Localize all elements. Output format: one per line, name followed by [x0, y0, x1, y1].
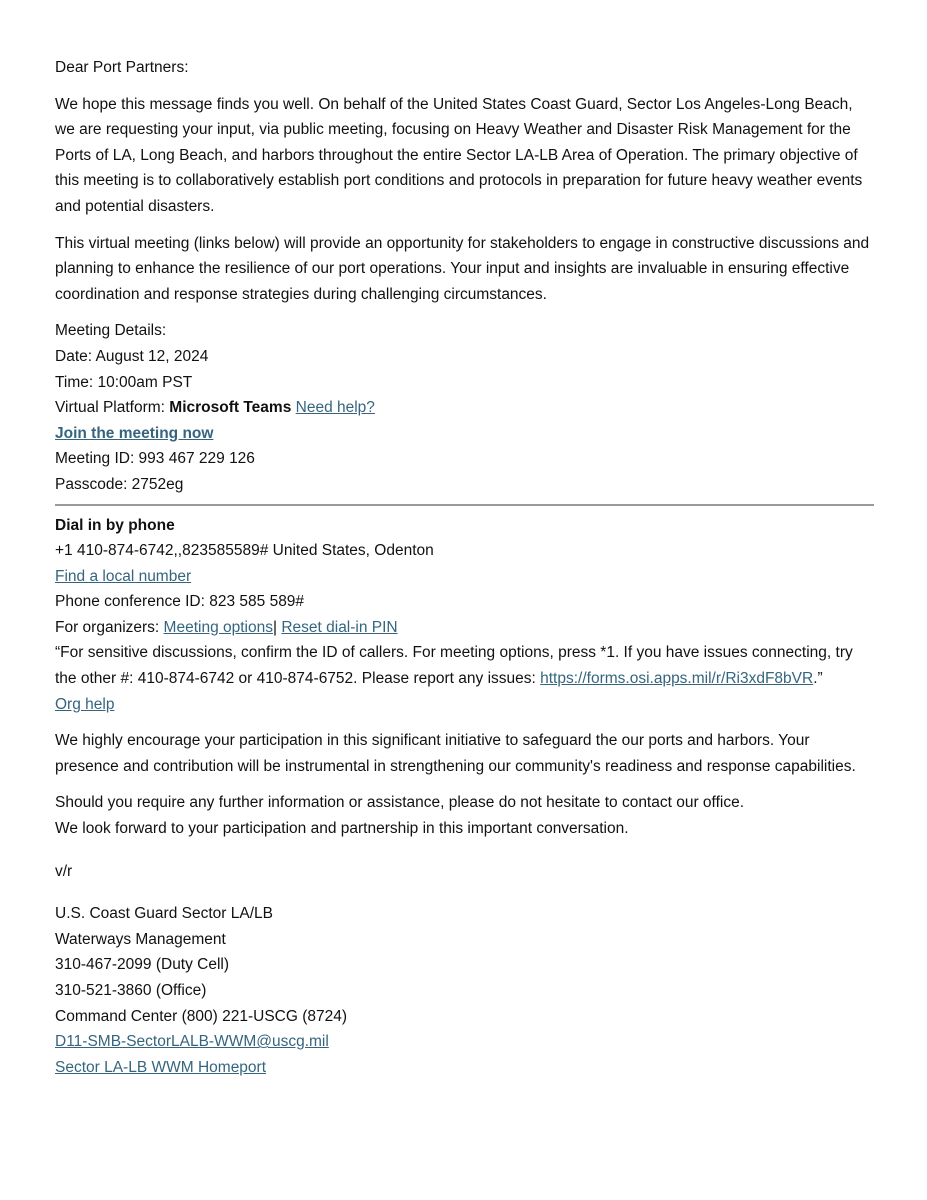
meeting-details [55, 318, 875, 497]
platform-name: Microsoft Teams [169, 399, 292, 417]
meeting-passcode: Passcode: 2752eg [55, 475, 184, 493]
signature-command-center: Command Center (800) 221-USCG (8724) [55, 1007, 348, 1025]
signature-org: U.S. Coast Guard Sector LA/LB [55, 905, 273, 923]
need-help-link[interactable]: Need help? [295, 399, 375, 417]
join-meeting-link[interactable]: Join the meeting now [55, 424, 214, 442]
email-link[interactable]: D11-SMB-SectorLALB-WWM@uscg.mil [55, 1033, 329, 1051]
link-separator: | [272, 618, 278, 636]
purpose-paragraph: This virtual meeting (links below) will provide an opportunity for stakeholders to engage in constructive discussions and planning to enhance the resilience of our port operations. Your input and insights are invaluable in ensuring effective coordination and response strategies during challenging circumstances. [55, 234, 870, 303]
closing-line-1: Should you require any further information or assistance, please do not hesitate to contact our office. [55, 794, 745, 812]
encourage-paragraph: We highly encourage your participation in this significant initiative to safeguard the our ports and harbors. Your presence and contribution will be instrumental in strengthening our community's readiness and response capabilities. [55, 732, 856, 775]
meeting-details-heading: Meeting Details: [55, 322, 167, 340]
signature-dept: Waterways Management [55, 930, 226, 948]
meeting-options-link[interactable]: Meeting options [163, 618, 273, 636]
org-help-link[interactable]: Org help [55, 695, 115, 713]
signature-office: 310-521-3860 (Office) [55, 982, 207, 999]
meeting-time: Time: 10:00am PST [55, 373, 193, 391]
dial-in-number: +1 410-874-6742,,823585589# United States, Odenton [55, 542, 434, 560]
organizers-line [55, 615, 875, 641]
find-local-number-link[interactable]: Find a local number [55, 567, 192, 585]
notice-text: “For sensitive discussions, confirm the ID of callers. For meeting options, press *1. If you have issues connecting, try the other #: 410-874-6742 or 410-874-6752. Please report any issues: [55, 644, 853, 688]
section-divider [55, 504, 874, 506]
notice-end: .” [813, 670, 823, 688]
report-issues-link[interactable]: https://forms.osi.apps.mil/r/Ri3xdF8bVR [540, 670, 814, 688]
platform-label: Virtual Platform: [55, 399, 170, 417]
meeting-platform [55, 395, 875, 421]
closing-line-2: We look forward to your participation and partnership in this important conversation. [55, 820, 629, 838]
phone-conference-id: Phone conference ID: 823 585 589# [55, 593, 305, 611]
reset-pin-link[interactable]: Reset dial-in PIN [281, 618, 398, 636]
homeport-link[interactable]: Sector LA-LB WWM Homeport [55, 1058, 267, 1076]
dial-in-section [55, 513, 875, 718]
signature-block [55, 901, 875, 1080]
greeting: Dear Port Partners: [55, 59, 189, 76]
dial-in-heading: Dial in by phone [55, 516, 175, 534]
closing-block [55, 790, 875, 841]
meeting-date: Date: August 12, 2024 [55, 347, 209, 365]
intro-paragraph: We hope this message finds you well. On behalf of the United States Coast Guard, Sector Los Angeles-Long Beach, we are requesting your input, via public meeting, focusing on Heavy Weather and Disaster Risk Management for the Ports of LA, Long Beach, and harbors throughout the entire Sector LA-LB Area of Operation. The primary objective of this meeting is to collaboratively establish port conditions and protocols in preparation for future heavy weather events and potential disasters. [55, 95, 863, 215]
dial-in-notice [55, 640, 875, 691]
letter-body [55, 55, 875, 1080]
signature-duty-cell: 310-467-2099 (Duty Cell) [55, 956, 230, 974]
meeting-id: Meeting ID: 993 467 229 126 [55, 450, 255, 468]
signoff: v/r [55, 862, 73, 880]
organizers-label: For organizers: [55, 618, 164, 636]
